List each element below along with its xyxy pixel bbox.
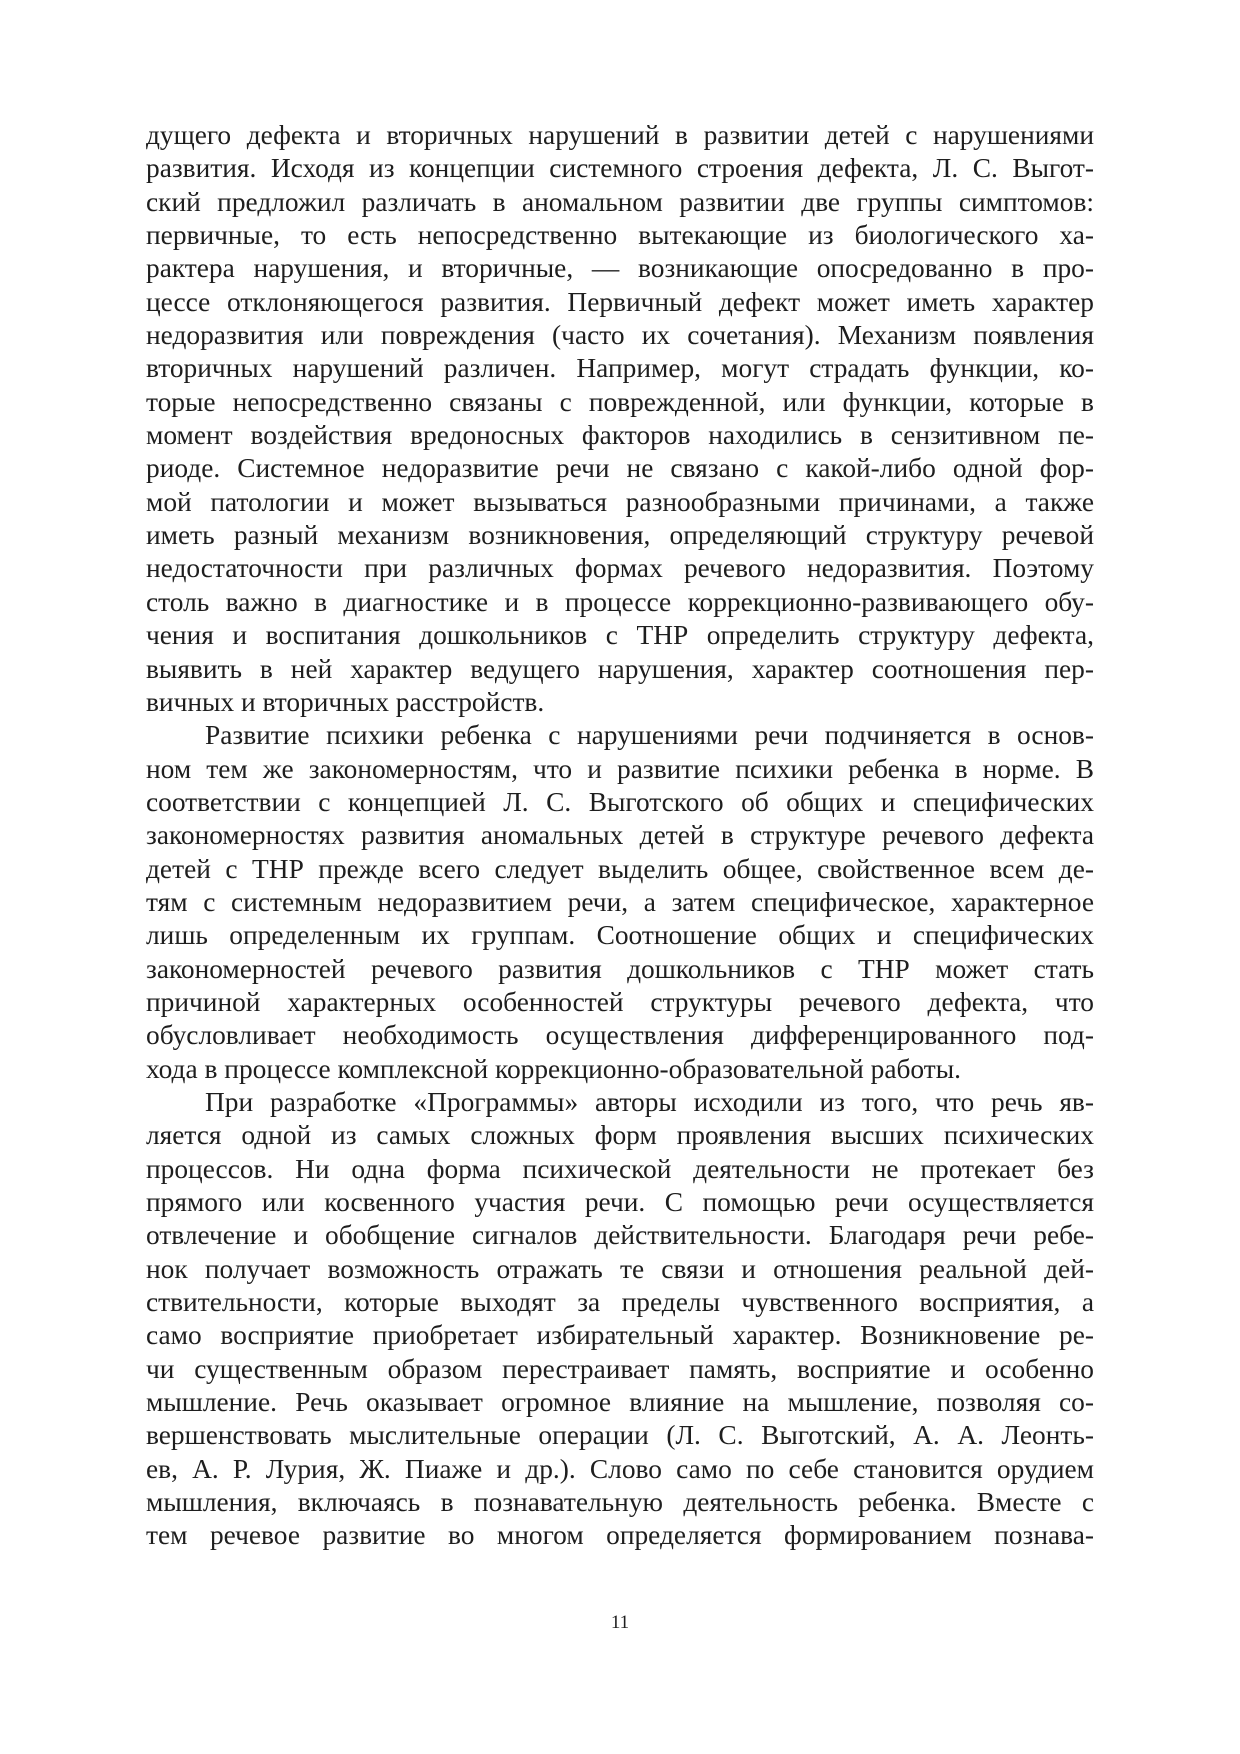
text-line: детей с ТНР прежде всего следует выделить общее, свойственное всем де- <box>146 853 1094 884</box>
text-line: отвлечение и обобщение сигналов действительности. Благодаря речи ребе- <box>146 1220 1094 1251</box>
page-number: 11 <box>610 1612 630 1633</box>
text-line: выявить в ней характер ведущего нарушения, характер соотношения пер- <box>146 653 1094 684</box>
text-line: развития. Исходя из концепции системного строения дефекта, Л. С. Выгот- <box>146 153 1094 184</box>
body-text <box>146 119 1094 1553</box>
text-line: При разработке «Программы» авторы исходили из того, что речь яв- <box>205 1086 1094 1117</box>
text-line: соответствии с концепцией Л. С. Выготского об общих и специфических <box>146 786 1094 817</box>
text-line: закономерностей речевого развития дошкольников с ТНР может стать <box>146 953 1094 984</box>
text-line: процессов. Ни одна форма психической деятельности не протекает без <box>146 1153 1094 1184</box>
text-line: причиной характерных особенностей структуры речевого дефекта, что <box>146 986 1094 1017</box>
text-line: ляется одной из самых сложных форм проявления высших психических <box>146 1120 1094 1151</box>
text-line: риоде. Системное недоразвитие речи не связано с какой-либо одной фор- <box>146 453 1094 484</box>
text-line: вичных и вторичных расстройств. <box>146 686 545 717</box>
text-line: столь важно в диагностике и в процессе коррекционно-развивающего обу- <box>146 586 1094 617</box>
text-line: ский предложил различать в аномальном развитии две группы симптомов: <box>146 186 1094 217</box>
text-line: обусловливает необходимость осуществления дифференцированного под- <box>146 1020 1094 1051</box>
text-line: дущего дефекта и вторичных нарушений в развитии детей с нарушениями <box>146 120 1094 150</box>
text-line: прямого или косвенного участия речи. С помощью речи осуществляется <box>146 1187 1094 1217</box>
text-line: Развитие психики ребенка с нарушениями речи подчиняется в основ- <box>205 720 1094 751</box>
text-line: чения и воспитания дошкольников с ТНР определить структуру дефекта, <box>146 620 1094 651</box>
text-line: недостаточности при различных формах речевого недоразвития. Поэтому <box>146 553 1094 584</box>
text-line: само восприятие приобретает избирательный характер. Возникновение ре- <box>146 1320 1094 1351</box>
text-line: вторичных нарушений различен. Например, могут страдать функции, ко- <box>146 353 1094 384</box>
text-line: торые непосредственно связаны с поврежденной, или функции, которые в <box>146 386 1094 417</box>
text-line: момент воздействия вредоносных факторов находились в сензитивном пе- <box>146 420 1094 451</box>
text-line: хода в процессе комплексной коррекционно-образовательной работы. <box>146 1053 961 1084</box>
paragraph-2 <box>146 719 1094 1086</box>
text-line: лишь определенным их группам. Соотношение общих и специфических <box>146 920 1094 951</box>
text-line: тям с системным недоразвитием речи, а затем специфическое, характерное <box>146 886 1094 917</box>
text-line: нок получает возможность отражать те связи и отношения реальной дей- <box>146 1253 1094 1284</box>
text-line: закономерностях развития аномальных детей в структуре речевого дефекта <box>146 820 1094 851</box>
text-line: мой патологии и может вызываться разнообразными причинами, а также <box>146 486 1094 517</box>
text-line: вершенствовать мыслительные операции (Л. С. Выготский, А. А. Леонть- <box>146 1420 1094 1451</box>
paragraph-1 <box>146 119 1094 719</box>
paragraph-3 <box>146 1086 1094 1553</box>
text-line: ном тем же закономерностям, что и развитие психики ребенка в норме. В <box>146 753 1094 784</box>
text-line: рактера нарушения, и вторичные, — возникающие опосредованно в про- <box>146 253 1094 284</box>
text-line: иметь разный механизм возникновения, определяющий структуру речевой <box>146 520 1094 551</box>
text-line: недоразвития или повреждения (часто их сочетания). Механизм появления <box>146 320 1094 351</box>
text-line: ствительности, которые выходят за пределы чувственного восприятия, а <box>146 1287 1094 1318</box>
text-line: чи существенным образом перестраивает память, восприятие и особенно <box>146 1353 1094 1384</box>
text-line: мышление. Речь оказывает огромное влияние на мышление, позволяя со- <box>146 1387 1094 1418</box>
text-line: первичные, то есть непосредственно вытекающие из биологического ха- <box>146 220 1094 251</box>
text-line: цессе отклоняющегося развития. Первичный дефект может иметь характер <box>146 286 1094 317</box>
text-line: ев, А. Р. Лурия, Ж. Пиаже и др.). Слово само по себе становится орудием <box>146 1453 1094 1484</box>
text-line: тем речевое развитие во многом определяется формированием познава- <box>146 1520 1094 1551</box>
text-line: мышления, включаясь в познавательную деятельность ребенка. Вместе с <box>146 1487 1094 1518</box>
